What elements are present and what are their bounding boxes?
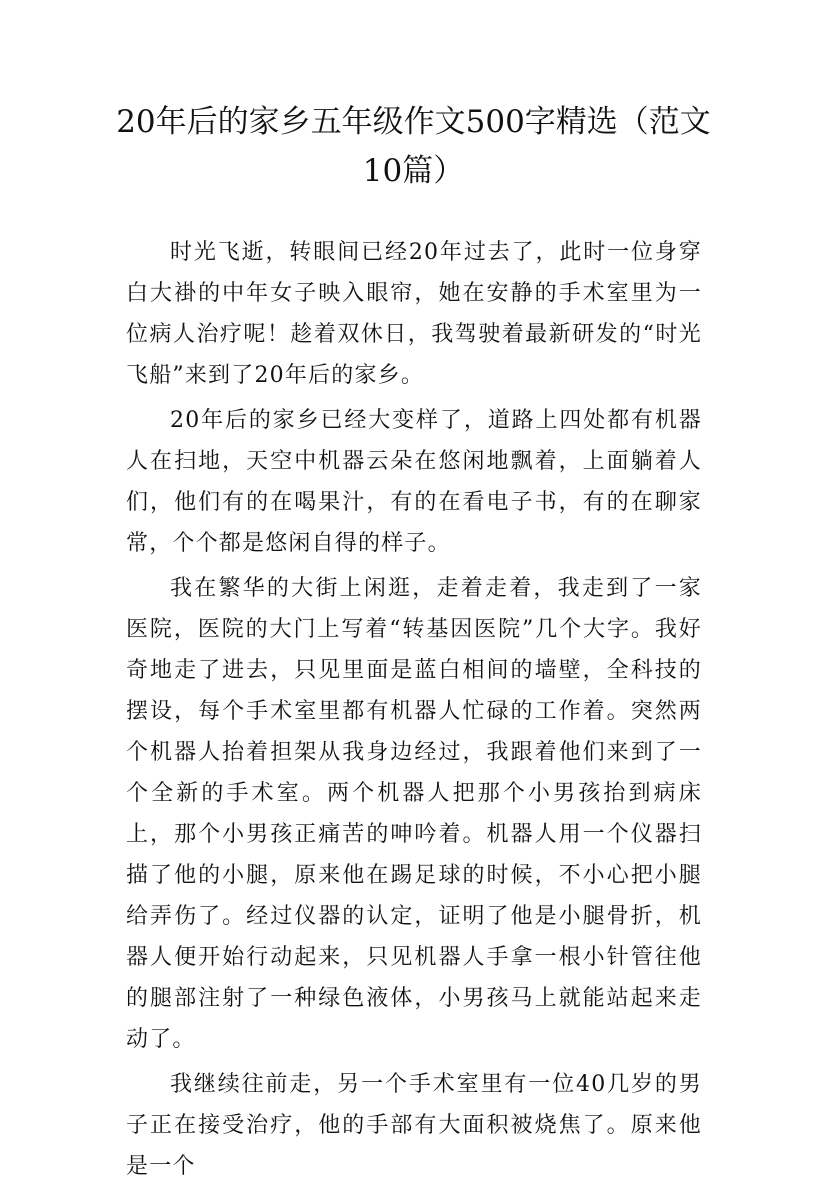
- document-title: 20年后的家乡五年级作文500字精选（范文10篇）: [116, 104, 711, 189]
- paragraph-3: 我在繁华的大街上闲逛，走着走着，我走到了一家医院，医院的大门上写着“转基因医院”几个大字。我好奇地走了进去，只见里面是蓝白相间的墙壁，全科技的摆设，每个手术室里都有机器人忙碌的工作着。突然两个机器人抬着担架从我身边经过，我跟着他们来到了一个全新的手术室。两个机器人把那个小男孩抬到病床上，那个小男孩正痛苦的呻吟着。机器人用一个仪器扫描了他的小腿，原来他在踢足球的时候，不小心把小腿给弄伤了。经过仪器的认定，证明了他是小腿骨折，机器人便开始行动起来，只见机器人手拿一根小针管往他的腿部注射了一种绿色液体，小男孩马上就能站起来走动了。: [126, 576, 702, 1052]
- paragraph-2: 20年后的家乡已经大变样了，道路上四处都有机器人在扫地，天空中机器云朵在悠闲地飘着，上面躺着人们，他们有的在喝果汁，有的在看电子书，有的在聊家常，个个都是悠闲自得的样子。: [126, 408, 702, 556]
- paragraph-4: 我继续往前走，另一个手术室里有一位40几岁的男子正在接受治疗，他的手部有大面积被烧焦了。原来他是一个: [126, 1072, 702, 1179]
- document-body: [126, 232, 702, 1191]
- paragraph-1: 时光飞逝，转眼间已经20年过去了，此时一位身穿白大褂的中年女子映入眼帘，她在安静的手术室里为一位病人治疗呢！趁着双休日，我驾驶着最新研发的“时光飞船”来到了20年后的家乡。: [126, 240, 702, 388]
